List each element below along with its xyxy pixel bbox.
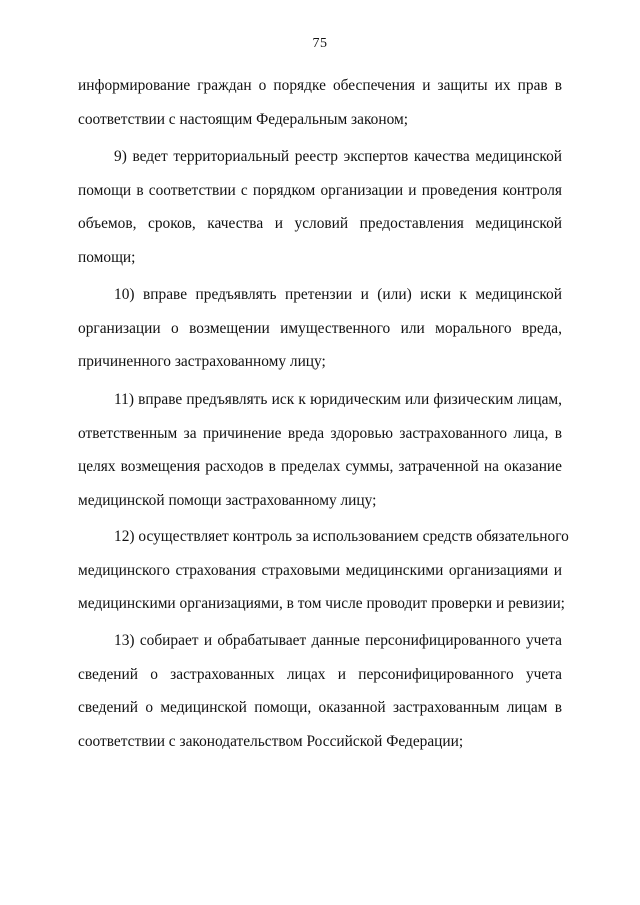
text-line: соответствии с настоящим Федеральным законом;	[78, 110, 408, 128]
text-line: медицинскими организациями, в том числе проводит проверки и ревизии;	[78, 595, 565, 613]
text-line: помощи;	[78, 248, 136, 266]
text-line: 10) вправе предъявлять претензии и (или) иски к медицинской	[114, 286, 562, 303]
paragraph-item-12	[78, 520, 569, 621]
text-line: ответственным за причинение вреда здоровью застрахованного лица, в	[78, 424, 562, 442]
text-line: 12) осуществляет контроль за использованием средств обязательного	[114, 528, 569, 545]
text-line: 13) собирает и обрабатывает данные персонифицированного учета	[114, 632, 562, 649]
text-line: 9) ведет территориальный реестр экспертов качества медицинской	[114, 148, 562, 165]
page-number: 75	[312, 36, 328, 51]
paragraph-item-9	[78, 140, 562, 274]
text-line: организации о возмещении имущественного или морального вреда,	[78, 319, 562, 337]
text-line: информирование граждан о порядке обеспечения и защиты их прав в	[78, 77, 562, 94]
text-line: сведений о медицинской помощи, оказанной застрахованным лицам в	[78, 699, 562, 717]
text-line: медицинского страхования страховыми медицинскими организациями и	[78, 561, 562, 579]
text-line: целях возмещения расходов в пределах суммы, затраченной на оказание	[78, 458, 562, 476]
text-line: соответствии с законодательством Российской Федерации;	[78, 732, 464, 750]
text-line: помощи в соответствии с порядком организации и проведения контроля	[78, 181, 562, 199]
text-line: сведений о застрахованных лицах и персонифицированного учета	[78, 665, 562, 683]
text-line: причиненного застрахованному лицу;	[78, 353, 326, 371]
paragraph-continuation	[78, 69, 562, 136]
text-line: 11) вправе предъявлять иск к юридическим или физическим лицам,	[114, 391, 562, 408]
paragraph-item-13	[78, 624, 562, 758]
paragraph-item-11	[78, 383, 562, 517]
text-line: медицинской помощи застрахованному лицу;	[78, 491, 377, 509]
text-line: объемов, сроков, качества и условий предоставления медицинской	[78, 215, 562, 233]
paragraph-item-10	[78, 278, 562, 379]
